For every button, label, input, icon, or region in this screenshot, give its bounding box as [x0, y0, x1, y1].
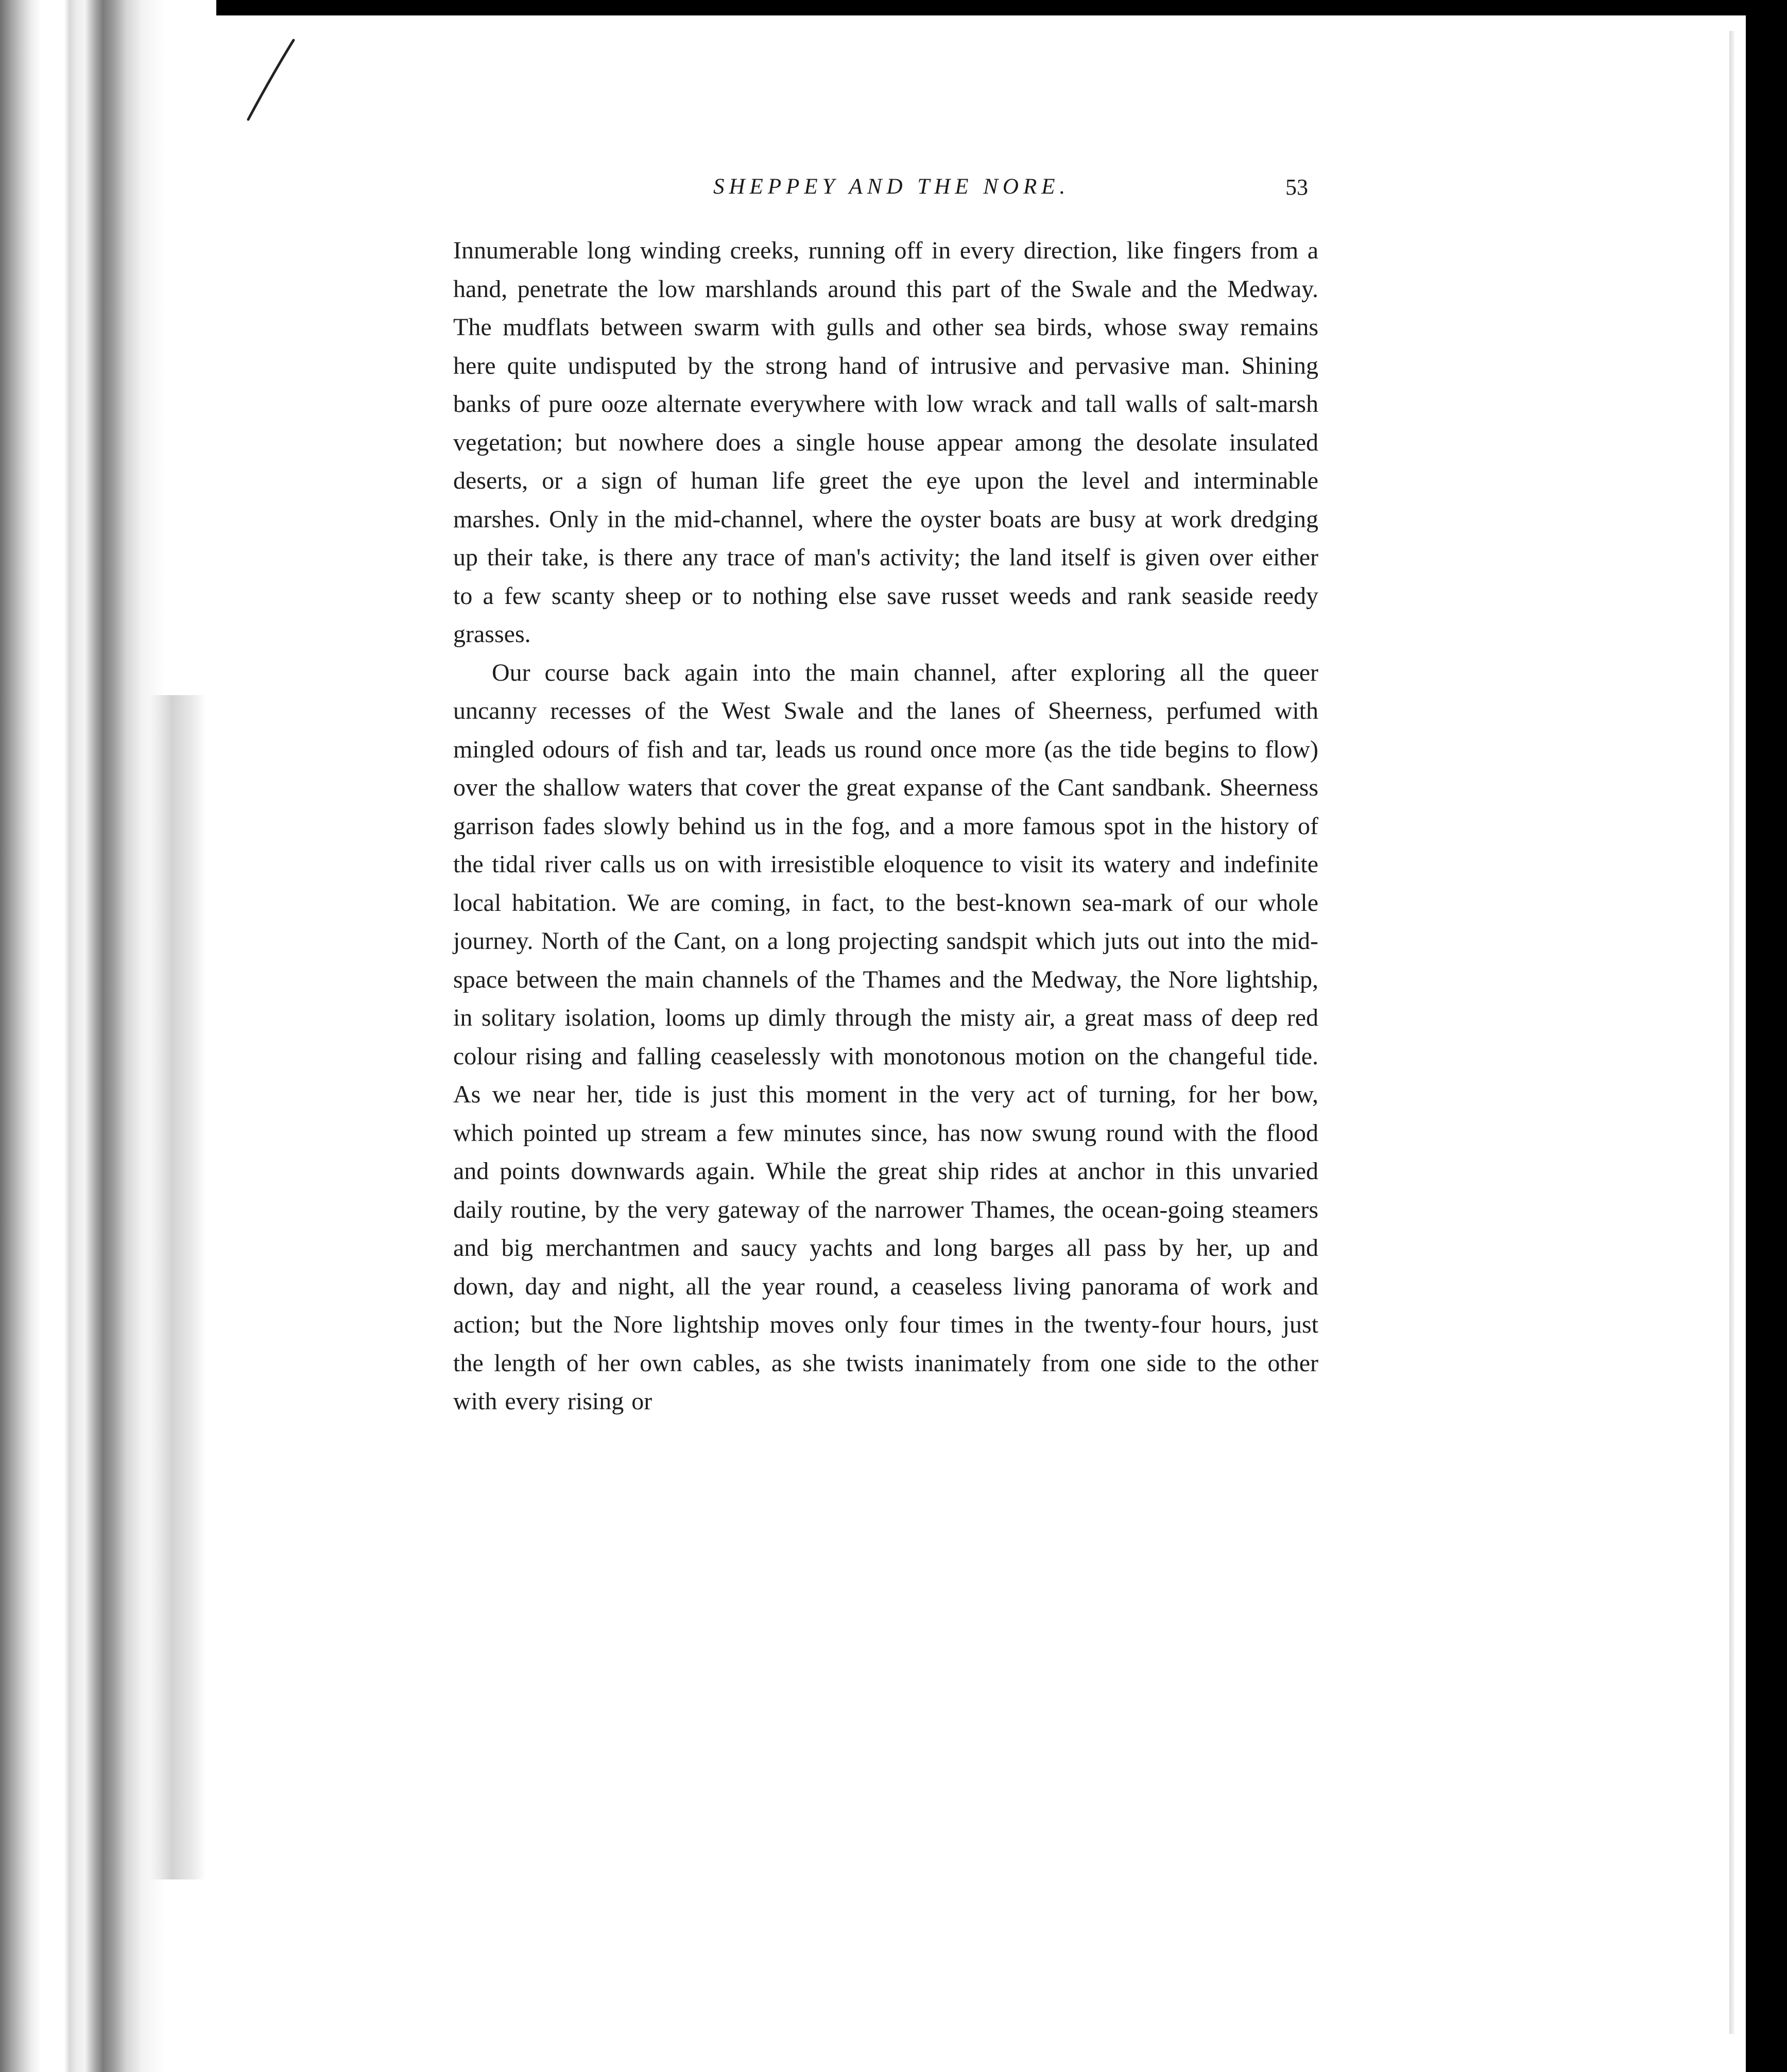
page-right-edge: [1729, 31, 1734, 2034]
running-head: [453, 174, 1318, 205]
page-fold-shadow: [149, 695, 206, 1879]
body-text: [453, 232, 1318, 1421]
scan-top-border: [0, 0, 1787, 15]
paragraph: Innumerable long winding creeks, running off in every direction, like fingers from a hand, penetrate the low marshlands around this part of the Swale and the Medway. The mudflats between swarm with gulls and other sea birds, whose sway remains here quite undisputed by the strong hand of intrusive and pervasive man. Shining banks of pure ooze alternate everywhere with low wrack and tall walls of salt-marsh vegetation; but nowhere does a single house appear among the desolate insulated deserts, or a sign of human life greet the eye upon the level and interminable marshes. Only in the mid-channel, where the oyster boats are busy at work dredging up their take, is there any trace of man's activity; the land itself is given over either to a few scanty sheep or to nothing else save russet weeds and rank seaside reedy grasses.: [453, 237, 1318, 648]
running-title: SHEPPEY AND THE NORE.: [713, 175, 1070, 199]
pencil-mark: [242, 36, 304, 124]
page-number: 53: [1285, 175, 1308, 200]
scan-right-border: [1746, 0, 1787, 2072]
paragraph: Our course back again into the main channel, after exploring all the queer uncanny recesses of the West Swale and the lanes of Sheerness, perfumed with mingled odours of fish and tar, leads us round once more (as the tide begins to flow) over the shallow waters that cover the great expanse of the Cant sandbank. Sheerness garrison fades slowly behind us in the fog, and a more famous spot in the history of the tidal river calls us on with irresistible eloquence to visit its watery and indefinite local habitation. We are coming, in fact, to the best-known sea-mark of our whole journey. North of the Cant, on a long projecting sandspit which juts out into the mid-space between the main channels of the Thames and the Medway, the Nore lightship, in solitary isolation, looms up dimly through the misty air, a great mass of deep red colour rising and falling ceaselessly with monotonous motion on the changeful tide. As we near her, tide is just this moment in the very act of turning, for her bow, which pointed up stream a few minutes since, has now swung round with the flood and points downwards again. While the great ship rides at anchor in this unvaried daily routine, by the very gateway of the narrower Thames, the ocean-going steamers and big merchantmen and saucy yachts and long barges all pass by her, up and down, day and night, all the year round, a ceaseless living panorama of work and action; but the Nore lightship moves only four times in the twenty-four hours, just the length of her own cables, as she twists inanimately from one side to the other with every rising or: [453, 659, 1318, 1415]
